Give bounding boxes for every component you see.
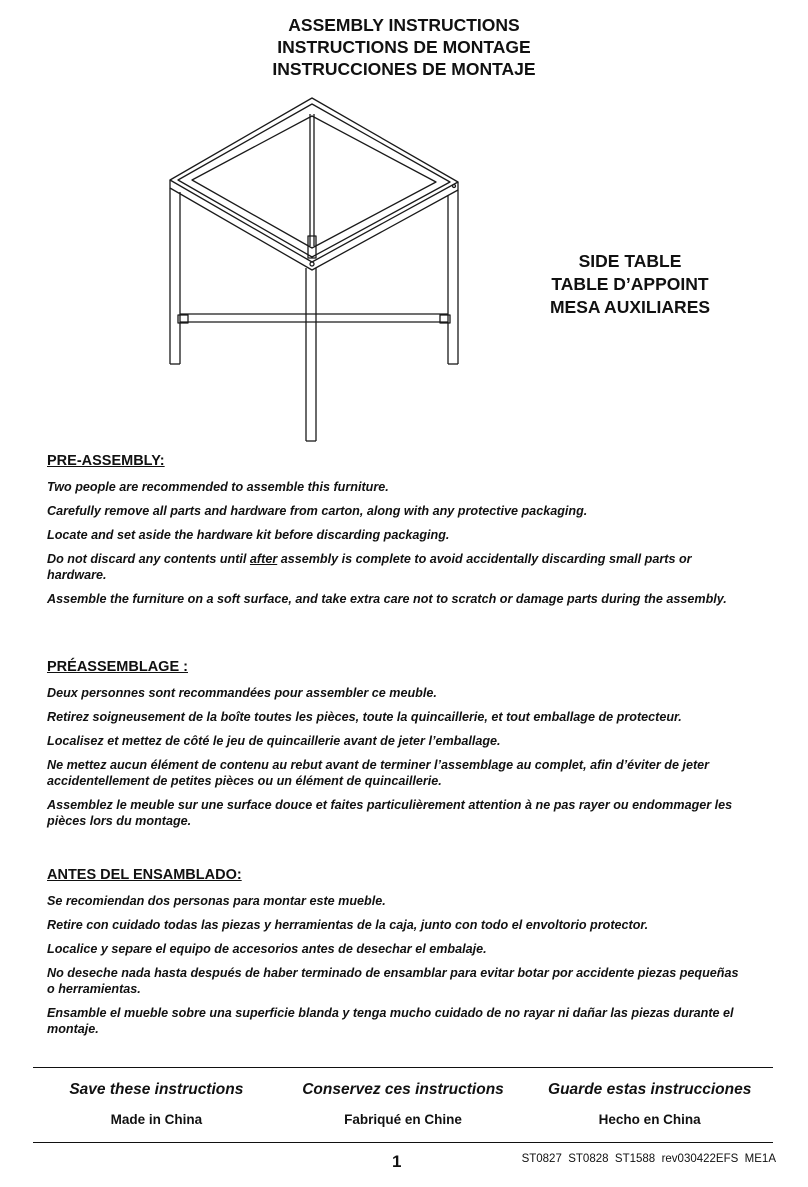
made-in-spanish: Hecho en China [598, 1112, 701, 1127]
instruction-item: Se recomiendan dos personas para montar este mueble. [47, 894, 386, 908]
save-instructions-english: Save these instructions [69, 1081, 244, 1098]
instruction-item: Localisez et mettez de côté le jeu de quincaillerie avant de jeter l’emballage. [47, 734, 501, 748]
document-title-block [0, 14, 808, 80]
instruction-item: Assemble the furniture on a soft surface, and take extra care not to scratch or damage parts during the assembly. [47, 592, 727, 606]
product-name-french: TABLE D’APPOINT [551, 274, 709, 294]
title-english: ASSEMBLY INSTRUCTIONS [288, 15, 520, 35]
instruction-item: Two people are recommended to assemble this furniture. [47, 480, 389, 494]
instruction-item: Carefully remove all parts and hardware from carton, along with any protective packaging. [47, 504, 588, 518]
title-french: INSTRUCTIONS DE MONTAGE [277, 37, 531, 57]
page-number: 1 [392, 1152, 402, 1171]
save-instructions-spanish: Guarde estas instrucciones [548, 1081, 752, 1098]
country-of-origin-row [33, 1112, 773, 1127]
save-instructions-row [33, 1081, 773, 1099]
section-heading: ANTES DEL ENSAMBLADO: [47, 867, 242, 883]
section-heading: PRÉASSEMBLAGE : [47, 659, 188, 675]
instruction-item: Localice y separe el equipo de accesorios antes de desechar el embalaje. [47, 942, 487, 956]
instruction-item: Retirez soigneusement de la boîte toutes les pièces, toute la quincaillerie, et tout emballage de protecteur. [47, 710, 682, 724]
instruction-item [47, 551, 747, 583]
footer-top-divider [33, 1067, 773, 1068]
instruction-text: assembly is complete to avoid accidentally discarding small parts or hardware. [47, 552, 692, 582]
side-table-illustration [160, 96, 470, 456]
title-spanish: INSTRUCCIONES DE MONTAJE [272, 59, 536, 79]
instruction-item: No deseche nada hasta después de haber terminado de ensamblar para evitar botar por accidente piezas pequeñas o herramientas. [47, 966, 739, 996]
product-name-block [490, 250, 770, 319]
product-name-english: SIDE TABLE [578, 251, 682, 271]
emphasized-word: after [249, 552, 278, 566]
instruction-item: Locate and set aside the hardware kit before discarding packaging. [47, 528, 450, 542]
made-in-english: Made in China [110, 1112, 203, 1127]
product-name-spanish: MESA AUXILIARES [549, 297, 711, 317]
instruction-item: Retire con cuidado todas las piezas y herramientas de la caja, junto con todo el envoltorio protector. [47, 918, 649, 932]
made-in-french: Fabriqué en Chine [344, 1112, 462, 1127]
instruction-item: Assemblez le meuble sur une surface douce et faites particulièrement attention à ne pas rayer ou endommager les pièces lors du montage. [47, 798, 733, 828]
pre-assembly-section [47, 453, 747, 615]
footer-bottom-divider [33, 1142, 773, 1143]
section-heading: PRE-ASSEMBLY: [47, 453, 165, 469]
instruction-item: Ne mettez aucun élément de contenu au rebut avant de terminer l’assemblage au complet, afin d’éviter de jeter accidentellement de petites pièces ou un élément de quincaillerie. [47, 758, 710, 788]
instruction-text: Do not discard any contents until [47, 552, 250, 566]
save-instructions-french: Conservez ces instructions [302, 1081, 504, 1098]
instruction-item: Deux personnes sont recommandées pour assembler ce meuble. [47, 686, 437, 700]
instruction-item: Ensamble el mueble sobre una superficie blanda y tenga mucho cuidado de no rayar ni dañar las piezas durante el montaje. [47, 1006, 734, 1036]
model-codes: ST0827 ST0828 ST1588 rev030422EFS ME1A [521, 1153, 776, 1165]
preassemblage-section [47, 659, 747, 837]
antes-del-ensamblado-section [47, 867, 747, 1045]
